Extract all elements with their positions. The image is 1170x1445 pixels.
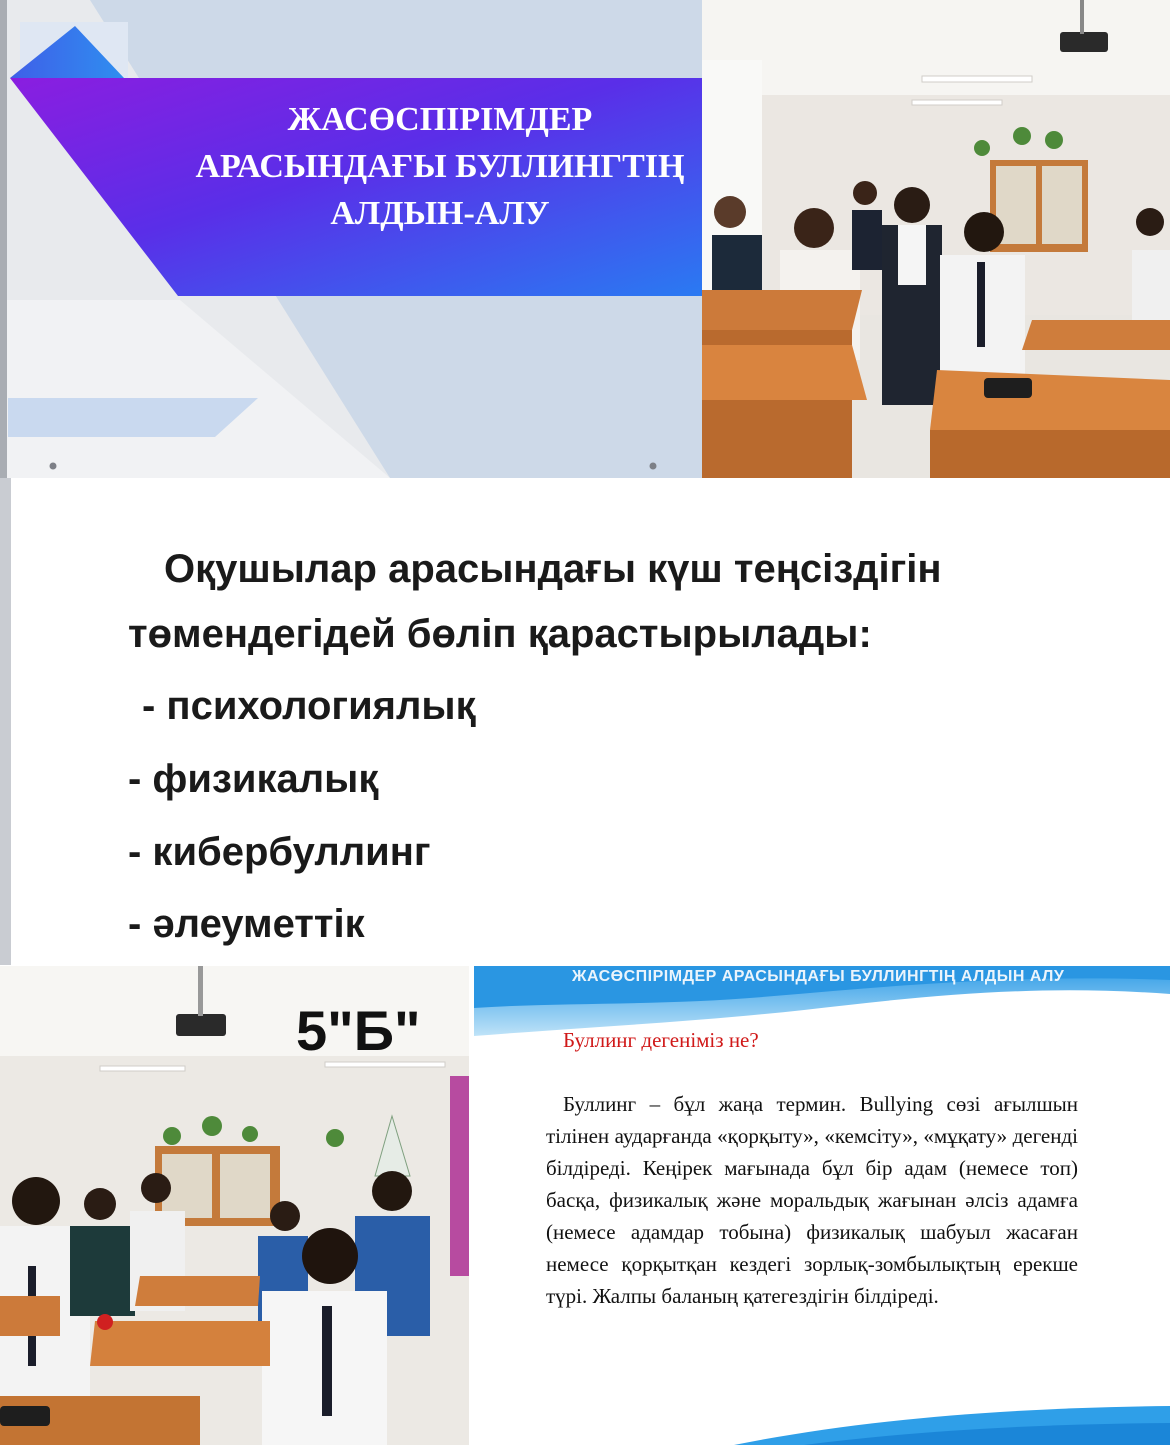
list-item-physical: - физикалық: [128, 757, 379, 801]
slide-title-line-3: АЛДЫН-АЛУ: [330, 195, 550, 232]
classroom-photo-top: [702, 0, 1170, 478]
definition-slide: [474, 966, 1170, 1445]
slide-title-line-2: АРАСЫНДАҒЫ БУЛЛИНГТІҢ: [195, 148, 685, 185]
class-label: 5"Б": [296, 999, 421, 1062]
intro-line-2: төмендегідей бөліп қарастырылады:: [128, 612, 872, 656]
title-slide: [0, 0, 702, 478]
title-slide-background: [0, 0, 702, 478]
definition-slide-header: ЖАСӨСПІРІМДЕР АРАСЫНДАҒЫ БУЛЛИНГТІҢ АЛДЫН АЛУ: [572, 968, 1065, 985]
slide-title-line-1: ЖАСӨСПІРІМДЕР: [287, 101, 593, 138]
list-item-psychological: - психологиялық: [142, 684, 476, 728]
intro-line-1: Оқушылар арасындағы күш теңсіздігін: [164, 547, 942, 591]
slide-title: [150, 96, 702, 237]
list-item-social: - әлеуметтік: [128, 902, 365, 946]
definition-question: Буллинг дегеніміз не?: [563, 1028, 759, 1052]
definition-body: Буллинг – бұл жаңа термин. Bullying сөзі ағылшын тілінен аударғанда «қорқыту», «кемсіту», «мұқату» дегенді білдіреді. Кеңірек мағынада бұл бір адам (немесе топ) басқа, физикалық және моральдық жағынан әлсіз адамға (немесе адамдар тобына) физикалық шабуыл жасаған немесе қорқытқан кездегі зорлық-зомбылықтың ерекше түрі. Жалпы баланың қатегездігін білдіреді.: [546, 1092, 1078, 1308]
slide-left-edge: [0, 478, 11, 965]
slide-left-edge: [0, 0, 7, 478]
list-item-cyberbullying: - кибербуллинг: [128, 830, 431, 874]
power-imbalance-slide: [0, 478, 1170, 965]
